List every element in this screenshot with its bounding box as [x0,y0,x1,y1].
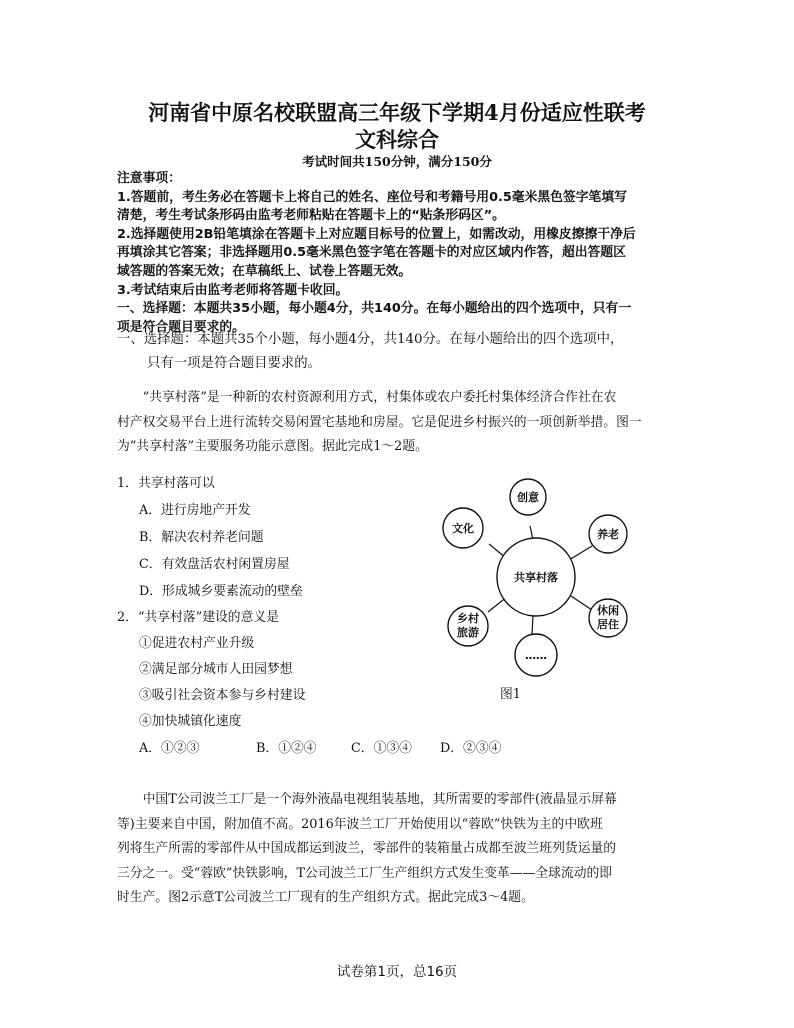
question-2-option-b: B．①②④ [256,741,317,756]
node-label-elderly-care: 养老 [597,528,619,541]
notes-line: 2.选择题使用2B铅笔填涂在答题卡上对应题目标号的位置上，如需改动，用橡皮擦擦干净后 [117,226,636,242]
section-heading [117,328,683,376]
question-2-item: ①促进农村产业升级 [139,636,255,651]
notes-line: 再填涂其它答案；非选择题用0.5毫米黑色签字笔在答题卡的对应区域内作答，超出答题区 [117,245,626,261]
exam-subject-title: 文科综合 [355,127,439,152]
passage-poland-factory [117,788,683,911]
node-label-residence: 居住 [597,618,619,631]
passage-line: 中国T公司波兰工厂是一个海外液晶电视组装基地，其所需要的零部件(液晶显示屏幕 [142,792,617,807]
section-heading-line: 只有一项是符合题目要求的。 [147,356,322,371]
page-footer: 试卷第1页，总16页 [336,964,458,980]
notes-line: 域答题的答案无效；在草稿纸上、试卷上答题无效。 [117,263,412,279]
question-2-item: ②满足部分城市人田园梦想 [139,662,293,677]
passage-line: 为“共享村落”主要服务功能示意图。据此完成1～2题。 [117,439,428,455]
passage-line: 列将生产所需的零部件从中国成都运到波兰，零部件的装箱量占成都至波兰班列货运量的 [117,841,617,857]
notes-line: 一、选择题：本题共35小题，每小题4分，共140分。在每小题给出的四个选项中，只有一 [117,301,632,317]
question-2-option-d: D．②③④ [440,741,502,756]
passage-shared-village [117,386,683,460]
passage-line: 时生产。图2示意T公司波兰工厂现有的生产组织方式。据此完成3～4题。 [117,890,534,906]
node-label-leisure: 休闲 [597,604,619,617]
node-label-tourism: 旅游 [457,626,479,639]
question-2-item: ④加快城镇化速度 [139,714,242,729]
question-2-option-c: C．①③④ [351,741,412,756]
question-1-option-a: A．进行房地产开发 [139,503,251,518]
question-2-stem: 2．“共享村落”建设的意义是 [117,610,279,625]
passage-line: 三分之一。受“蓉欧”快铁影响，T公司波兰工厂生产组织方式发生变革——全球流动的即 [117,865,613,881]
notes-line: 清楚，考生考试条形码由监考老师粘贴在答题卡上的“贴条形码区”。 [117,208,505,224]
hub-label: 共享村落 [514,571,558,584]
connector-line [569,546,592,560]
node-label-more: …… [525,649,547,662]
question-1-option-b: B．解决农村养老问题 [139,530,264,545]
connector-line [571,596,592,610]
passage-line: “共享村落”是一种新的农村资源利用方式，村集体或农户委托村集体经济合作社在农 [142,390,617,405]
notes-heading: 注意事项： [117,171,181,186]
connector-line [532,616,533,634]
shared-village-diagram [434,478,654,694]
node-label-creative: 创意 [517,491,539,504]
notes-line: 项是符合题目要求的。 [117,319,245,335]
question-1-stem: 1．共享村落可以 [117,476,215,491]
question-1-option-d: D．形成城乡要素流动的壁垒 [139,584,303,599]
section-heading-line: 一、选择题：本题共35个小题，每小题4分，共140分。在每小题给出的四个选项中， [117,332,624,347]
exam-time-info: 考试时间共150分钟，满分150分 [302,154,492,169]
notes-line: 3.考试结束后由监考老师将答题卡收回。 [117,282,349,298]
question-2-option-a: A．①②③ [139,741,200,756]
question-1-option-c: C．有效盘活农村闲置房屋 [139,557,290,572]
notes-block [117,170,683,337]
passage-line: 等)主要来自中国，附加值不高。2016年波兰工厂开始使用以“蓉欧”快铁为主的中欧班 [117,816,603,832]
exam-title: 河南省中原名校联盟高三年级下学期4月份适应性联考 [148,100,646,125]
node-label-rural: 乡村 [457,612,479,625]
question-2-item: ③吸引社会资本参与乡村建设 [139,688,306,703]
notes-line: 1.答题前，考生务必在答题卡上将自己的姓名、座位号和考籍号用0.5毫米黑色签字笔填写 [117,189,627,205]
figure-caption: 图1 [500,687,521,702]
node-label-culture: 文化 [452,522,474,535]
passage-line: 村产权交易平台上进行流转交易闲置宅基地和房屋。它是促进乡村振兴的一项创新举措。图一 [117,414,642,430]
